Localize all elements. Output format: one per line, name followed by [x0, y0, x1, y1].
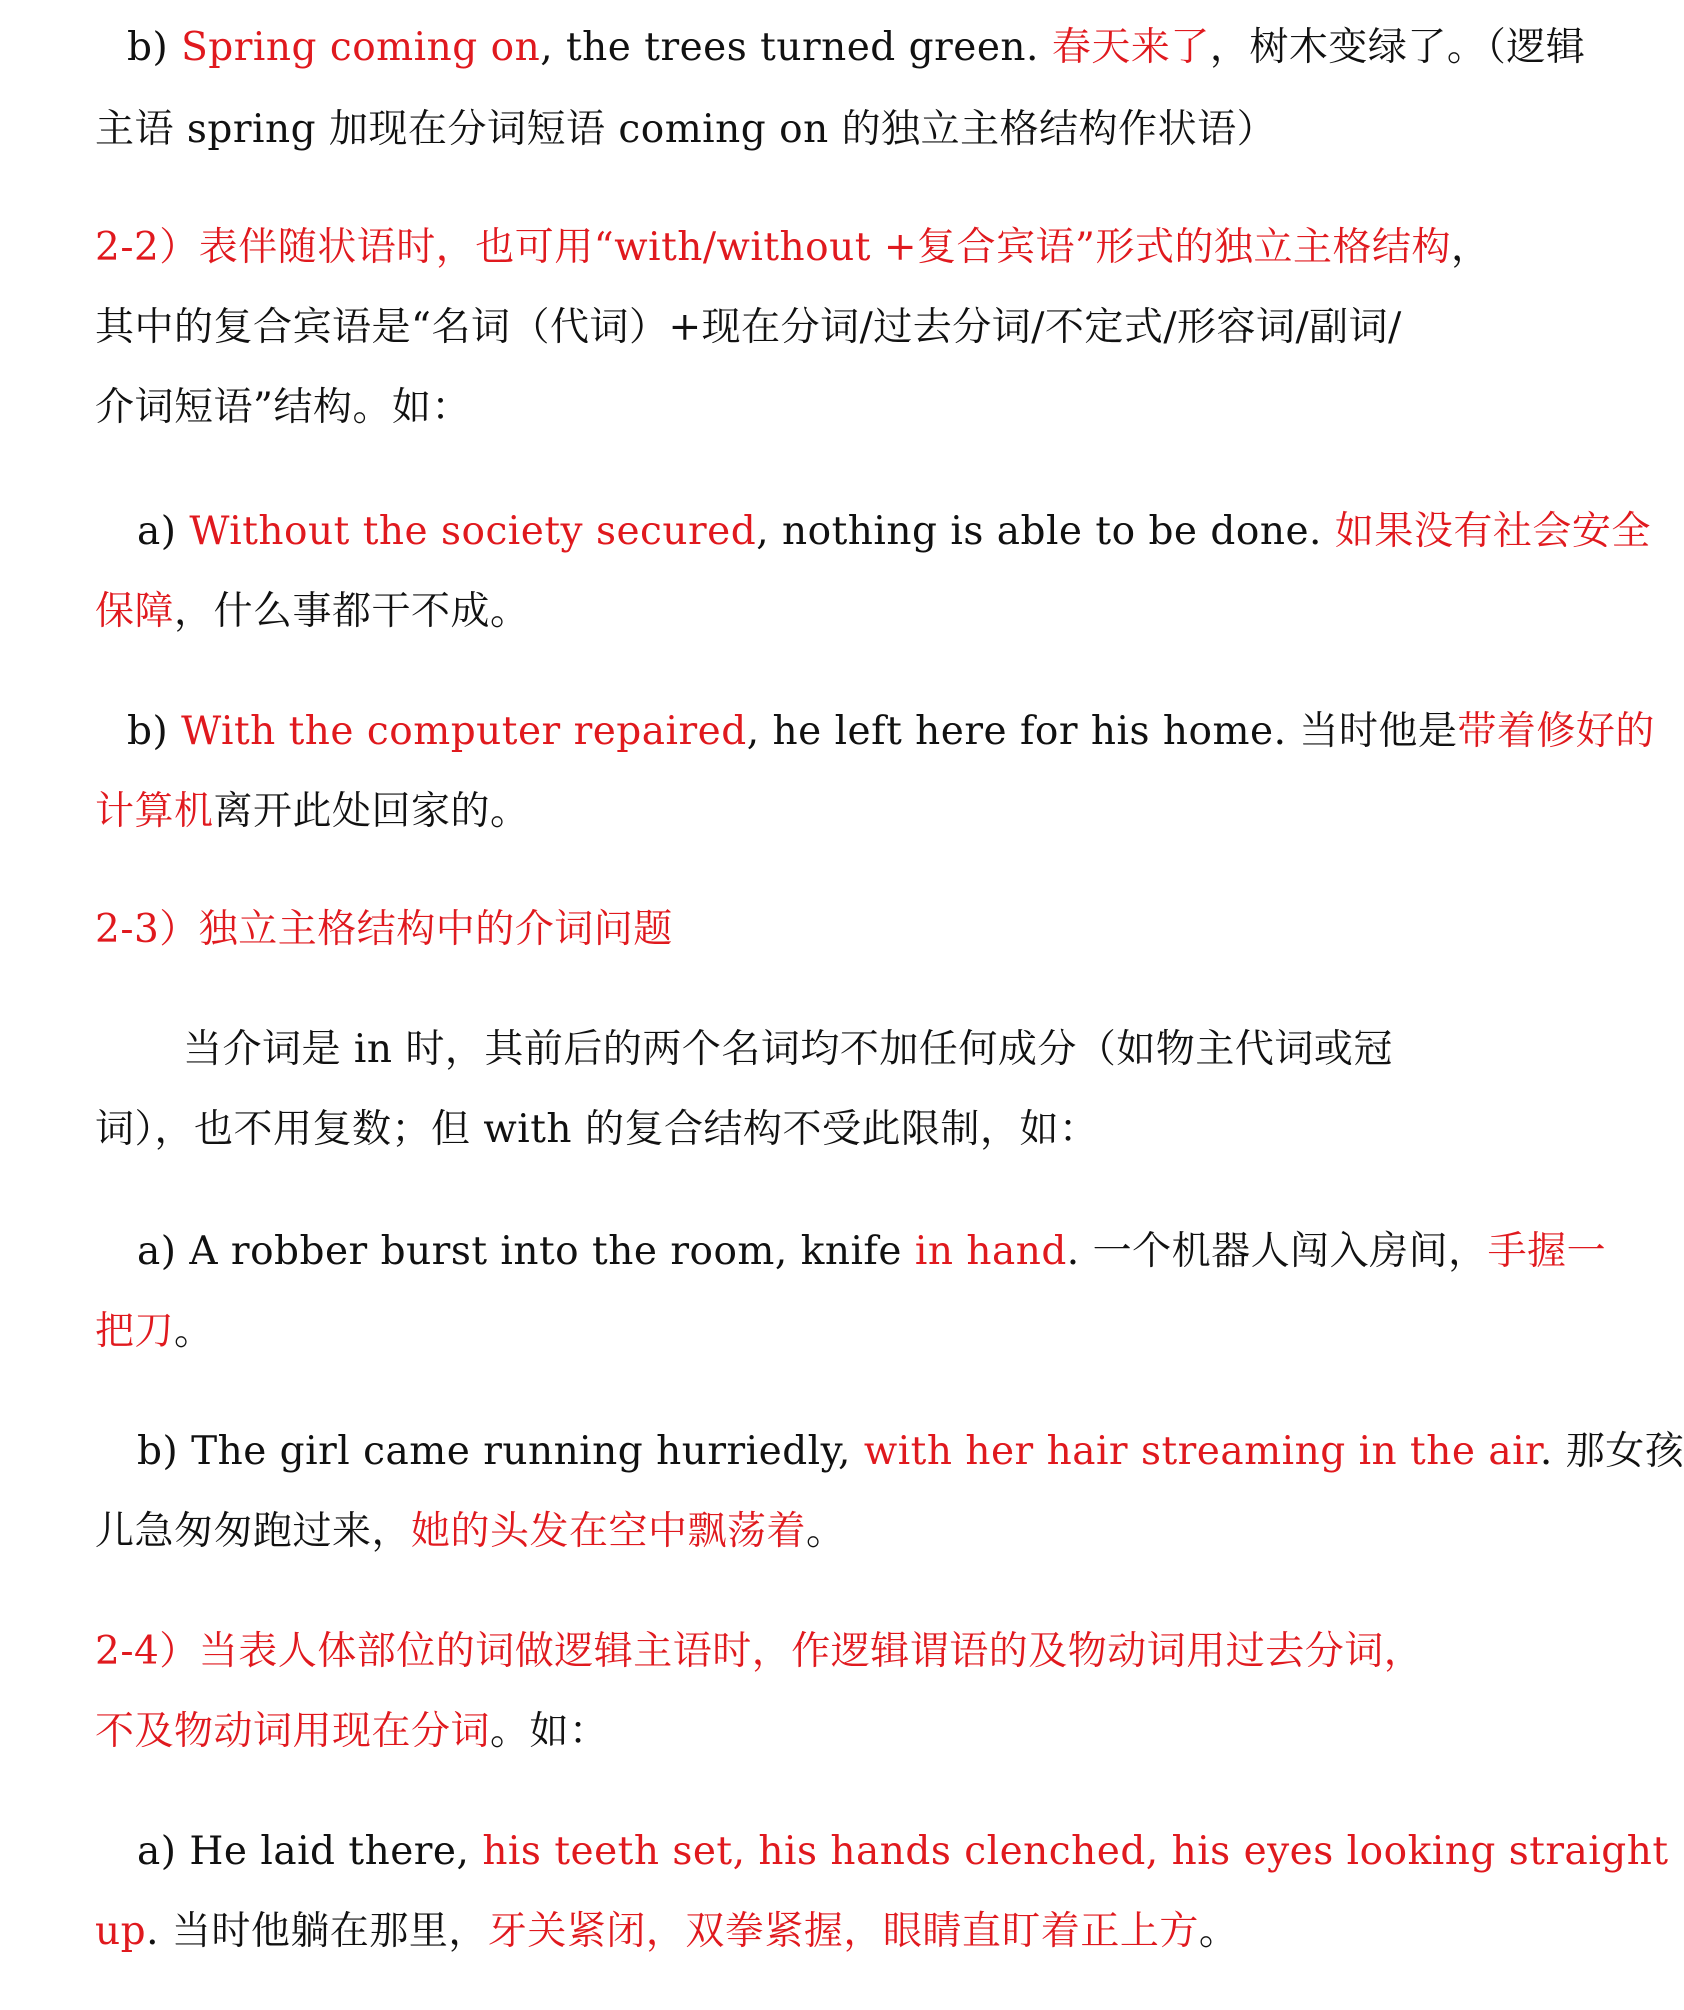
text-segment: 她的头发在空中飘荡着 — [411, 1509, 807, 1554]
text-segment: 计算机 — [95, 789, 214, 834]
example-a-without-continued — [95, 586, 1495, 638]
text-segment: 介词短语”结构。如： — [95, 385, 471, 430]
text-segment: ， — [1450, 225, 1491, 270]
example-a-laid-continued — [95, 1906, 1495, 1958]
text-segment: a) — [137, 509, 190, 554]
example-a-robber — [137, 1226, 1607, 1278]
text-segment: 2-4）当表人体部位的词做逻辑主语时，作逻辑谓语的及物动词用过去分词， — [95, 1629, 1424, 1674]
example-b-girl — [137, 1426, 1684, 1478]
text-segment: With the computer repaired — [181, 709, 747, 754]
text-segment: 儿急匆匆跑过来， — [95, 1509, 412, 1554]
text-segment: 手握一 — [1487, 1229, 1607, 1274]
text-segment: 如果没有社会安全 — [1334, 509, 1651, 554]
example-b-with-continued — [95, 786, 1495, 838]
text-segment: up — [95, 1909, 147, 1954]
text-segment: in hand — [914, 1229, 1067, 1274]
text-segment: 带着修好的 — [1457, 709, 1655, 754]
example-b-spring — [127, 22, 1586, 74]
text-segment: 不及物动词用现在分词 — [95, 1709, 491, 1754]
example-b-spring-continued — [95, 104, 1495, 156]
text-segment: his teeth set, his hands clenched, his eyes looking straight — [482, 1829, 1669, 1874]
section-2-2-body-continued — [95, 382, 1495, 434]
text-segment: , the trees turned green. — [540, 25, 1052, 70]
section-2-4-heading — [95, 1626, 1495, 1678]
text-segment: Spring coming on — [181, 25, 541, 70]
section-2-3-body-continued — [95, 1104, 1495, 1156]
text-segment: b) The girl came running hurriedly, — [137, 1429, 864, 1474]
example-a-robber-continued — [95, 1306, 1495, 1358]
text-segment: with her hair streaming in the air — [863, 1429, 1540, 1474]
text-segment: , nothing is able to be done. — [756, 509, 1335, 554]
text-segment: 离开此处回家的。 — [213, 789, 530, 834]
text-segment: 当介词是 in 时，其前后的两个名词均不加任何成分（如物主代词或冠 — [183, 1027, 1393, 1072]
section-2-3-body — [183, 1024, 1583, 1076]
text-segment: 2-3）独立主格结构中的介词问题 — [95, 907, 673, 952]
text-segment: 牙关紧闭，双拳紧握，眼睛直盯着正上方 — [487, 1909, 1199, 1954]
section-2-3-heading — [95, 904, 1495, 956]
text-segment: 。 — [806, 1509, 846, 1554]
text-segment: . 那女孩 — [1539, 1429, 1684, 1474]
text-segment: Without the society secured — [189, 509, 757, 554]
text-segment: b) — [127, 25, 182, 70]
text-segment: 2-2）表伴随状语时，也可用“with/without +复合宾语”形式的独立主格结构 — [95, 225, 1451, 270]
text-segment: 词），也不用复数；但 with 的复合结构不受此限制，如： — [95, 1107, 1099, 1152]
text-segment: . 一个机器人闯入房间， — [1066, 1229, 1488, 1274]
text-segment: 把刀 — [95, 1309, 175, 1354]
example-b-girl-continued — [95, 1506, 1495, 1558]
section-2-2-heading — [95, 222, 1495, 274]
text-segment: a) A robber burst into the room, knife — [137, 1229, 915, 1274]
text-segment: 保障 — [95, 589, 175, 634]
text-segment: ，树木变绿了。（逻辑 — [1209, 25, 1586, 70]
text-segment: 主语 spring 加现在分词短语 coming on 的独立主格结构作状语） — [95, 107, 1277, 152]
example-a-laid — [137, 1826, 1669, 1878]
text-segment: b) — [127, 709, 182, 754]
section-2-4-heading-continued — [95, 1706, 1495, 1758]
text-segment: 其中的复合宾语是“名词（代词）+现在分词/过去分词/不定式/形容词/副词/ — [95, 305, 1402, 350]
text-segment: 。 — [1198, 1909, 1239, 1954]
section-2-2-body — [95, 302, 1495, 354]
example-a-without — [137, 506, 1651, 558]
text-segment: 春天来了 — [1051, 25, 1210, 70]
text-segment: . 当时他躺在那里， — [146, 1909, 488, 1954]
text-segment: , he left here for his home. 当时他是 — [746, 709, 1458, 754]
text-segment: ，什么事都干不成。 — [174, 589, 530, 634]
text-segment: 。如： — [490, 1709, 609, 1754]
text-segment: 。 — [174, 1309, 214, 1354]
text-segment: a) He laid there, — [137, 1829, 483, 1874]
example-b-with — [127, 706, 1655, 758]
